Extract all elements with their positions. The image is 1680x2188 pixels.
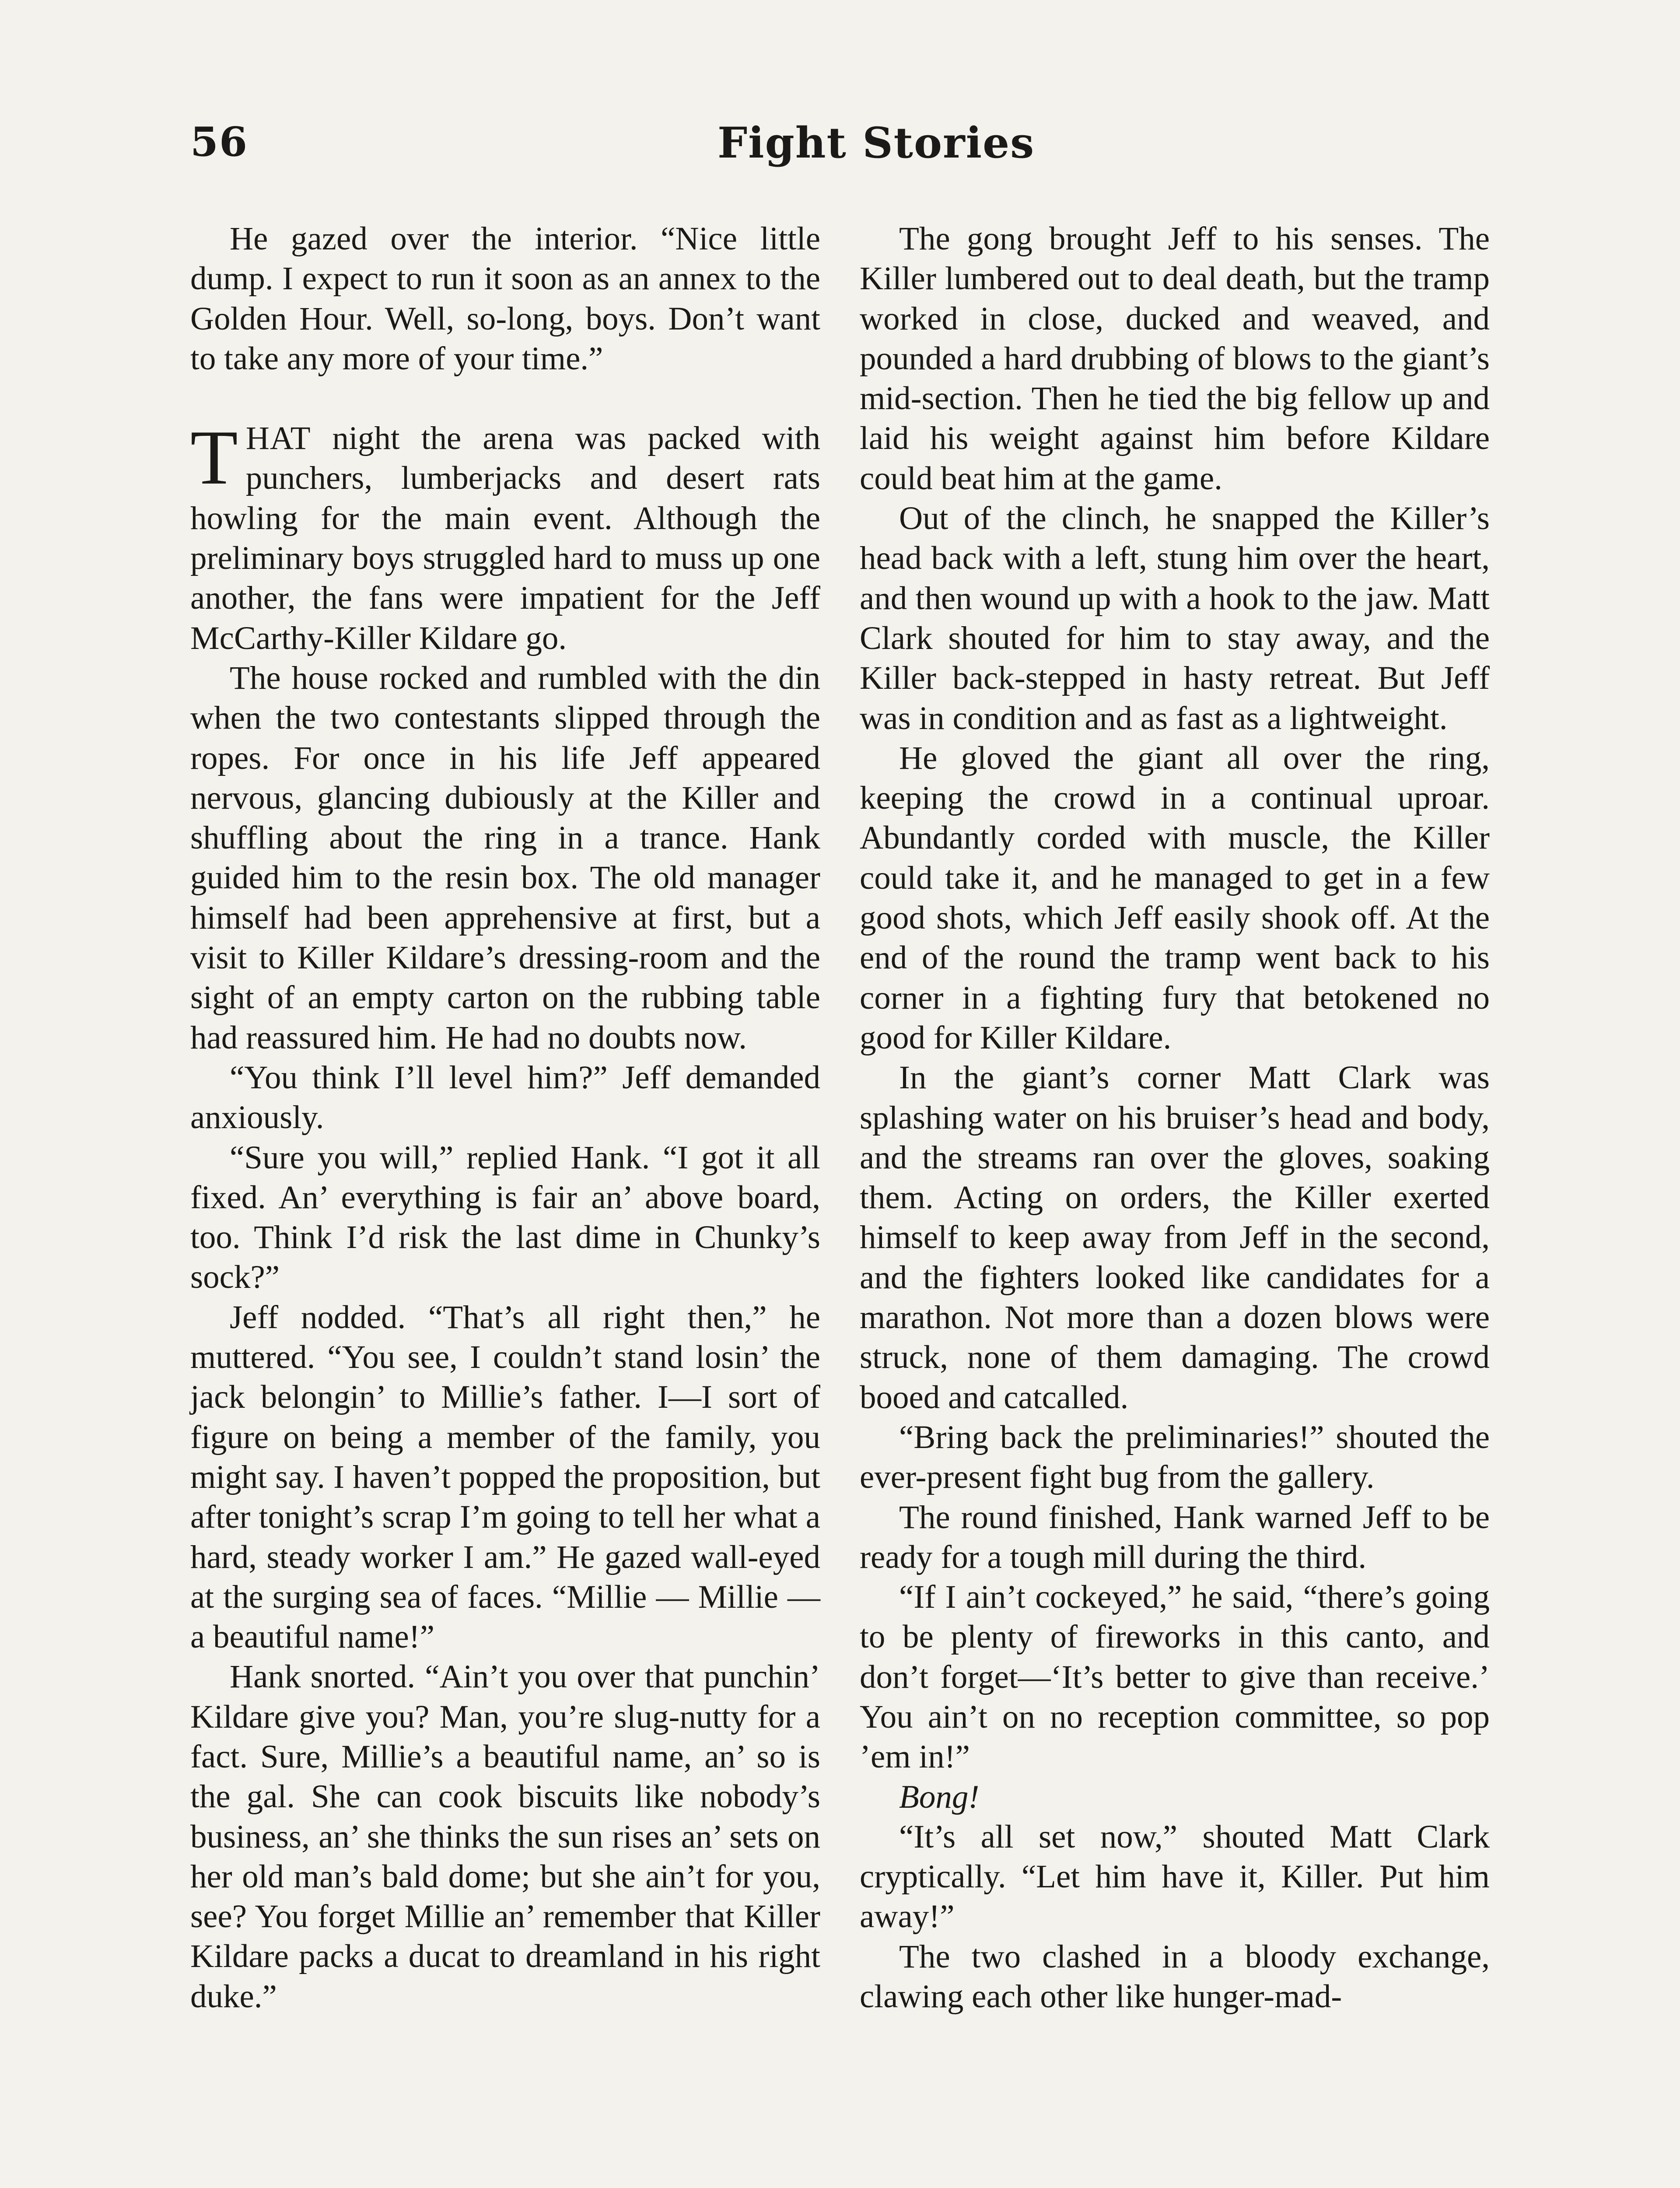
paragraph: Out of the clinch, he snapped the Killer’s head back with a left, stung him over the heart, and then wound up with a hook to the jaw. Matt Clark shouted for him to stay away, and the Killer back-stepped in hasty retreat. But Jeff was in condition and as fast as a lightweight. bbox=[860, 500, 1490, 736]
paragraph: “If I ain’t cockeyed,” he said, “there’s going to be plenty of fireworks in this canto, and don’t forget—‘It’s better to give than receive.’ You ain’t on no reception committee, so pop ’em in!” bbox=[860, 1579, 1490, 1775]
right-column bbox=[860, 219, 1490, 2016]
paragraph: The two clashed in a bloody exchange, clawing each other like hunger-mad- bbox=[860, 1938, 1490, 2015]
page-number: 56 bbox=[190, 118, 248, 165]
paragraph-text: night the arena was packed with punchers, lumberjacks and desert rats howling for the main event. Although the preliminary boys struggled hard to muss up one another, the fans were impatient for the Jeff McCarthy-Killer Kildare go. bbox=[190, 420, 820, 656]
section-opening-paragraph bbox=[190, 414, 820, 658]
paragraph: The house rocked and rumbled with the din when the two contestants slipped through the ropes. For once in his life Jeff appeared nervous, glancing dubiously at the Killer and shuffling about the ring in a trance. Hank guided him to the resin box. The old manager himself had been apprehensive at first, but a visit to Killer Kildare’s dressing-room and the sight of an empty carton on the rubbing table had reassured him. He had no doubts now. bbox=[190, 659, 820, 1056]
drop-cap: T bbox=[190, 414, 238, 501]
small-caps-lead: HAT bbox=[245, 420, 311, 457]
paragraph: The gong brought Jeff to his senses. The Killer lumbered out to deal death, but the tramp worked in close, ducked and weaved, and pounded a hard drubbing of blows to the giant’s mid-section. Then he tied the big fellow up and laid his weight against him before Kildare could beat him at the game. bbox=[860, 221, 1490, 497]
section-break bbox=[190, 379, 820, 418]
paragraph: “Bring back the preliminaries!” shouted the ever-present fight bug from the gallery. bbox=[860, 1419, 1490, 1496]
paragraph: “It’s all set now,” shouted Matt Clark cryptically. “Let him have it, Killer. Put him away!” bbox=[860, 1818, 1490, 1935]
paragraph-italic: Bong! bbox=[899, 1778, 980, 1815]
paragraph: He gloved the giant all over the ring, keeping the crowd in a continual uproar. Abundantly corded with muscle, the Killer could take it, and he managed to get in a few good shots, which Jeff easily shook off. At the end of the round the tramp went back to his corner in a fighting fury that betokened no good for Killer Kildare. bbox=[860, 740, 1490, 1056]
paragraph: He gazed over the interior. “Nice little dump. I expect to run it soon as an annex to the Golden Hour. Well, so-long, boys. Don’t want to take any more of your time.” bbox=[190, 221, 820, 377]
paragraph: The round finished, Hank warned Jeff to be ready for a tough mill during the third. bbox=[860, 1499, 1490, 1575]
left-column bbox=[190, 219, 820, 2016]
paragraph: Jeff nodded. “That’s all right then,” he muttered. “You see, I couldn’t stand losin’ the jack belongin’ to Millie’s father. I—I sort of figure on being a member of the family, you might say. I haven’t popped the proposition, but after tonight’s scrap I’m going to tell her what a hard, steady worker I am.” He gazed wall-eyed at the surging sea of faces. “Millie — Millie — a beautiful name!” bbox=[190, 1299, 820, 1655]
running-title: Fight Stories bbox=[718, 118, 1035, 168]
paragraph: In the giant’s corner Matt Clark was splashing water on his bruiser’s head and body, and the streams ran over the gloves, soaking them. Acting on orders, the Killer exerted himself to keep away from Jeff in the second, and the fighters looked like candidates for a marathon. Not more than a dozen blows were struck, none of them damaging. The crowd booed and catcalled. bbox=[860, 1059, 1490, 1416]
paragraph: “You think I’ll level him?” Jeff demanded anxiously. bbox=[190, 1059, 820, 1136]
paragraph: Hank snorted. “Ain’t you over that punchin’ Kildare give you? Man, you’re slug-nutty for a fact. Sure, Millie’s a beautiful name, an’ so is the gal. She can cook biscuits like nobody’s business, an’ she thinks the sun rises an’ sets on her old man’s bald dome; but she ain’t for you, see? You forget Millie an’ remember that Killer Kildare packs a ducat to dreamland in his right duke.” bbox=[190, 1659, 820, 2015]
paragraph: “Sure you will,” replied Hank. “I got it all fixed. An’ everything is fair an’ above board, too. Think I’d risk the last dime in Chunky’s sock?” bbox=[190, 1139, 820, 1296]
